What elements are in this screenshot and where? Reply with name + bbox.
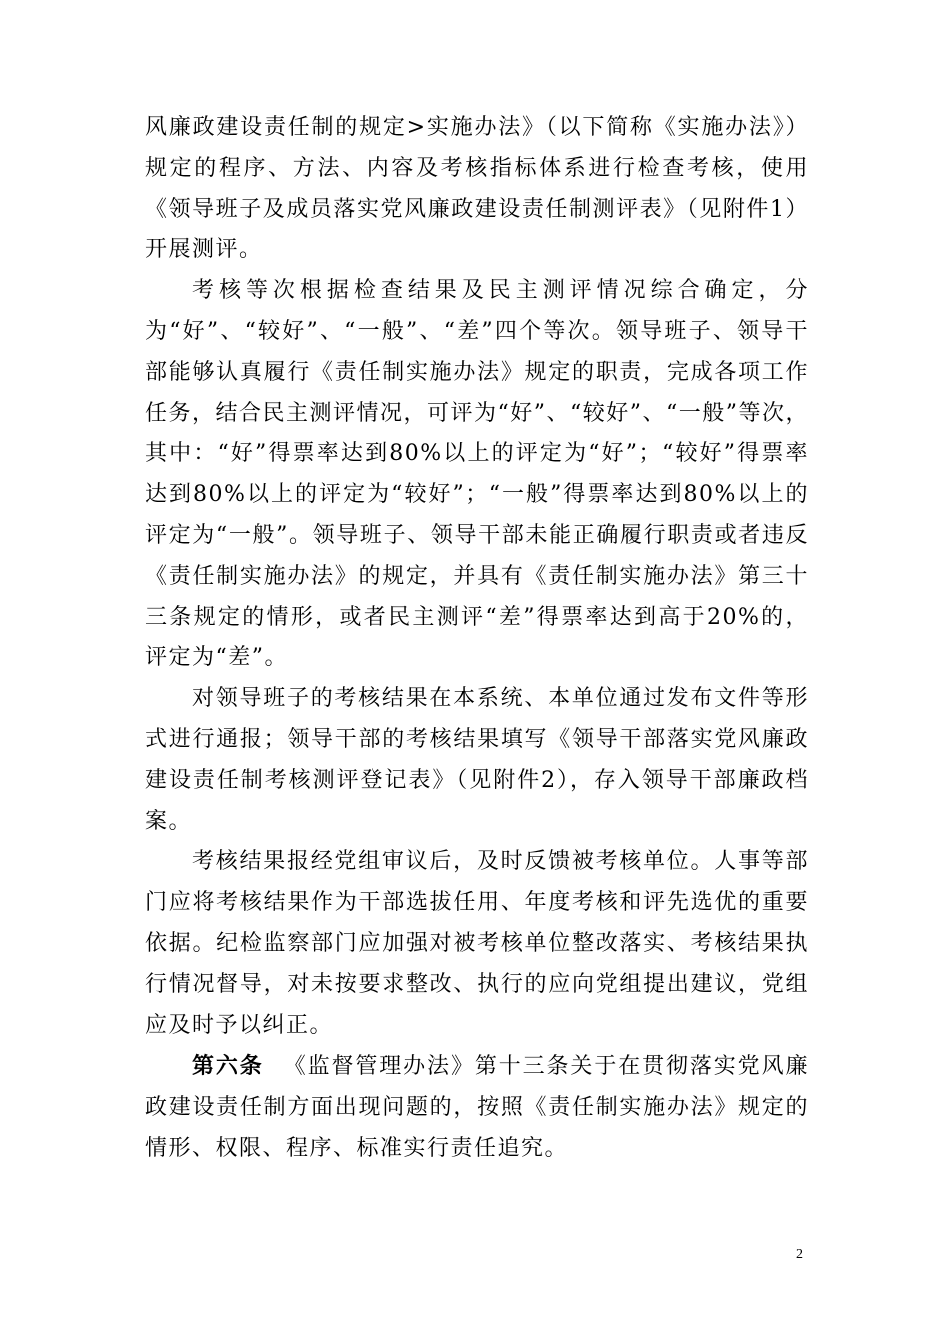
paragraph-assessment-grades (145, 271, 809, 679)
paragraph-result-notification (145, 679, 809, 842)
paragraph-text: 《监督管理办法》第十三条关于在贯彻落实党风廉政建设责任制方面出现问题的，按照《责任制实施办法》规定的情形、权限、程序、标准实行责任追究。 (145, 1054, 809, 1161)
article-label: 第六条 (192, 1053, 264, 1080)
paragraph-text: 对领导班子的考核结果在本系统、本单位通过发布文件等形式进行通报；领导干部的考核结果填写《领导干部落实党风廉政建设责任制考核测评登记表》（见附件2），存入领导干部廉政档案。 (145, 686, 809, 834)
paragraph-text: 风廉政建设责任制的规定>实施办法》（以下简称《实施办法》）规定的程序、方法、内容及考核指标体系进行检查考核，使用《领导班子及成员落实党风廉政建设责任制测评表》（见附件1）开展测评。 (145, 115, 809, 263)
paragraph-continuation (145, 108, 809, 271)
document-body (145, 108, 809, 1170)
page-number: 2 (796, 1247, 803, 1262)
paragraph-text: 考核等次根据检查结果及民主测评情况综合确定，分为“好”、“较好”、“一般”、“差”四个等次。领导班子、领导干部能够认真履行《责任制实施办法》规定的职责，完成各项工作任务，结合民主测评情况，可评为“好”、“较好”、“一般”等次，其中：“好”得票率达到80%以上的评定为“好”；“较好”得票率达到80%以上的评定为“较好”；“一般”得票率达到80%以上的 评定为“一般”。领导班子、领导干部未能正确履行职责或者违反《责任制实施办法》的规定，并具有《责任制实施办法》第三十三条规定的情形，或者民主测评“差”得票率达到高于20%的，评定为“差”。 (145, 278, 809, 671)
paragraph-article-six (145, 1046, 809, 1169)
paragraph-result-feedback (145, 842, 809, 1046)
paragraph-text: 考核结果报经党组审议后，及时反馈被考核单位。人事等部门应将考核结果作为干部选拔任用、年度考核和评先选优的重要依据。纪检监察部门应加强对被考核单位整改落实、考核结果执行情况督导，对未按要求整改、执行的应向党组提出建议，党组应及时予以纠正。 (145, 849, 809, 1038)
